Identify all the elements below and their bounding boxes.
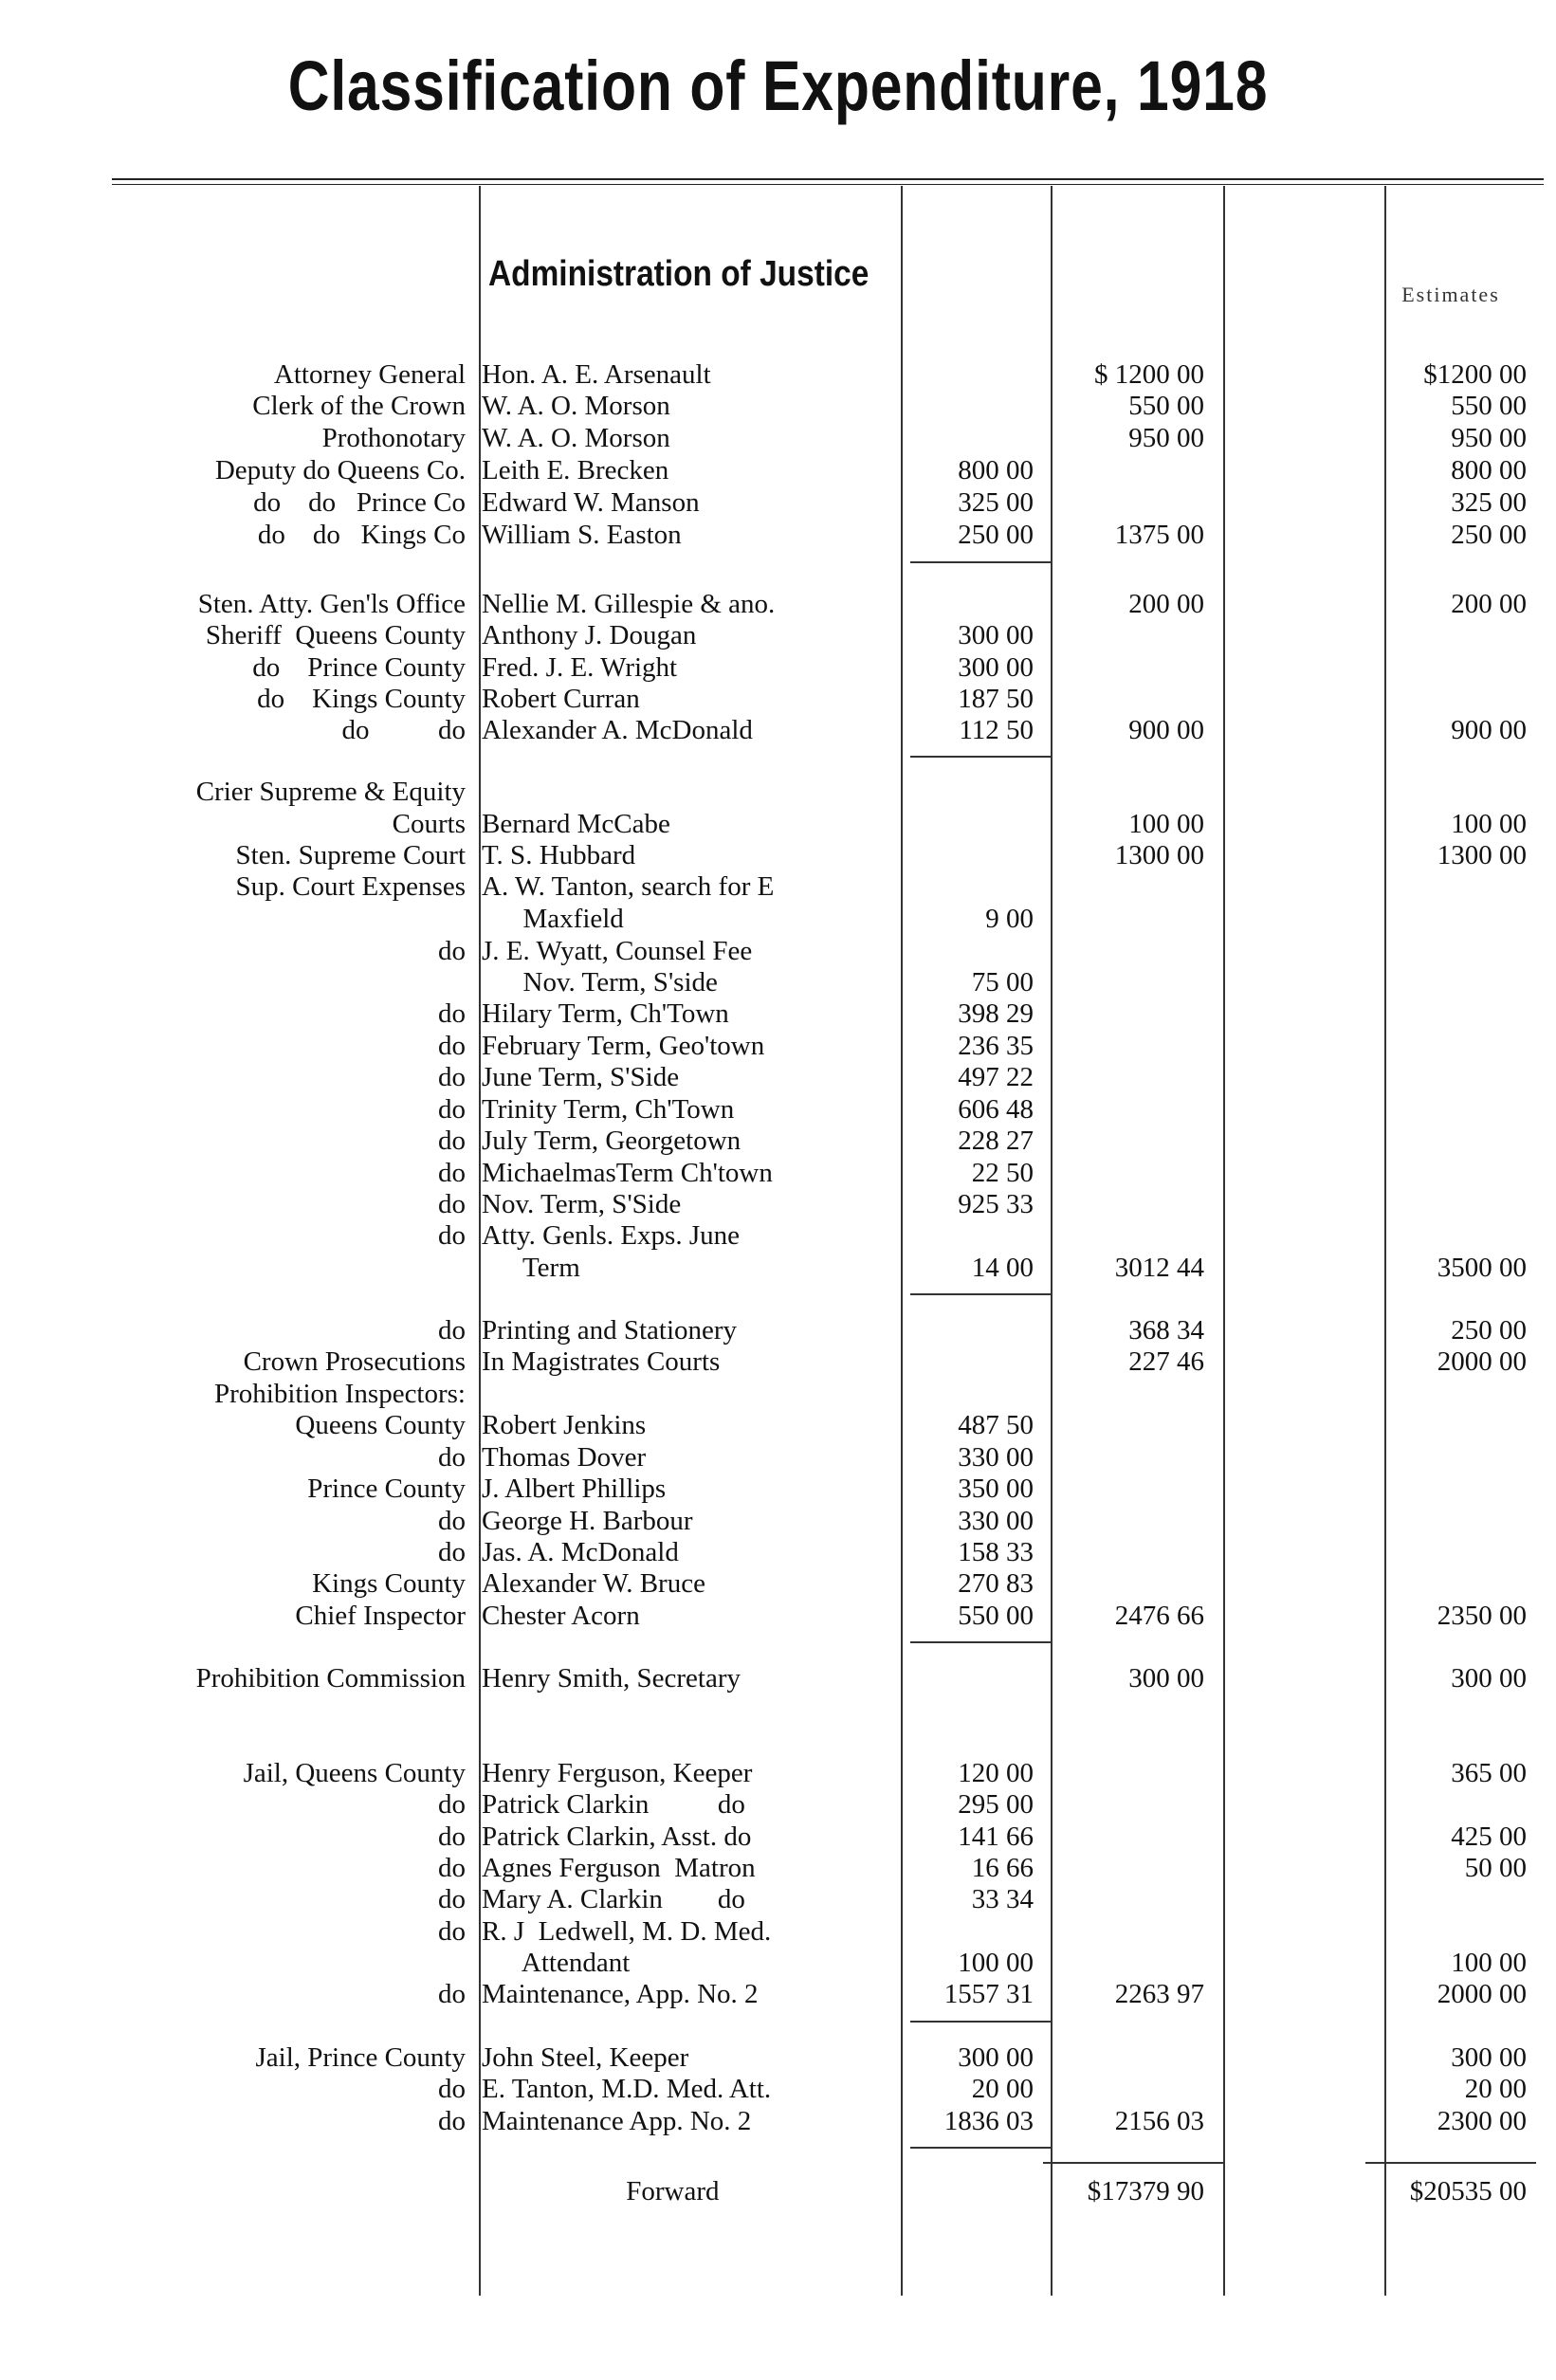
- row-office: Jail, Prince County: [255, 2042, 466, 2073]
- row-amount: 112 50: [959, 715, 1034, 745]
- row-amount: 33 34: [971, 1884, 1034, 1914]
- table-row: [0, 1567, 1556, 1600]
- row-subtotal: 950 00: [1128, 423, 1204, 453]
- row-payee: Forward: [482, 2176, 720, 2206]
- row-payee: Alexander A. McDonald: [482, 715, 753, 745]
- row-payee: W. A. O. Morson: [482, 423, 670, 453]
- row-office: do: [438, 1884, 466, 1914]
- row-payee: Nov. Term, S'side: [482, 967, 718, 998]
- row-estimate: 300 00: [1451, 1663, 1527, 1693]
- row-payee: Nellie M. Gillespie & ano.: [482, 589, 776, 619]
- row-office: do Prince County: [252, 652, 466, 683]
- row-payee: Edward W. Manson: [482, 487, 700, 518]
- row-payee: J. Albert Phillips: [482, 1474, 667, 1504]
- row-amount: 22 50: [971, 1158, 1034, 1188]
- title-rule: [112, 178, 1544, 180]
- row-amount: 20 00: [971, 2074, 1034, 2104]
- table-row: [0, 1441, 1556, 1474]
- row-payee: Term: [482, 1253, 580, 1283]
- table-row: [0, 935, 1556, 967]
- table-row: [0, 390, 1556, 422]
- row-payee: July Term, Georgetown: [482, 1126, 741, 1156]
- row-estimate: 950 00: [1451, 423, 1527, 453]
- subtotal-rule: [910, 1293, 1053, 1295]
- row-amount: 1836 03: [943, 2106, 1034, 2136]
- row-office: Sten. Atty. Gen'ls Office: [197, 589, 466, 619]
- row-office: do: [438, 1126, 466, 1156]
- row-estimate: 2000 00: [1437, 1346, 1527, 1377]
- row-subtotal: 2263 97: [1114, 1979, 1204, 2009]
- section-heading: Administration of Justice: [488, 254, 870, 294]
- row-amount: 606 48: [958, 1094, 1034, 1125]
- row-estimate: 900 00: [1451, 715, 1527, 745]
- row-office: Clerk of the Crown: [252, 391, 466, 421]
- row-office: do: [438, 1537, 466, 1567]
- row-office: do: [438, 1062, 466, 1092]
- subtotal-rule: [910, 561, 1053, 563]
- table-row: [0, 2175, 1556, 2207]
- subtotal-rule: [910, 756, 1053, 758]
- table-row: [0, 776, 1556, 808]
- row-office: do: [438, 1506, 466, 1536]
- table-row: [0, 1505, 1556, 1537]
- table-row: [0, 454, 1556, 486]
- row-estimate: 250 00: [1451, 520, 1527, 550]
- row-payee: Hilary Term, Ch'Town: [482, 998, 729, 1029]
- row-office: do: [438, 1853, 466, 1883]
- table-row: [0, 1061, 1556, 1093]
- row-office: do: [438, 1979, 466, 2009]
- table-row: [0, 2041, 1556, 2074]
- row-amount: 300 00: [958, 2042, 1034, 2073]
- row-office: do do: [341, 715, 466, 745]
- row-amount: 75 00: [971, 967, 1034, 998]
- table-row: [0, 651, 1556, 684]
- row-payee: MichaelmasTerm Ch'town: [482, 1158, 773, 1188]
- row-office: Chief Inspector: [295, 1601, 466, 1631]
- row-amount: 295 00: [958, 1789, 1034, 1820]
- table-row: [0, 486, 1556, 519]
- table-row: [0, 1536, 1556, 1568]
- row-amount: 497 22: [958, 1062, 1034, 1092]
- row-estimate: 800 00: [1451, 455, 1527, 485]
- row-payee: Maintenance App. No. 2: [482, 2106, 752, 2136]
- row-estimate: 100 00: [1451, 809, 1527, 839]
- row-payee: Robert Jenkins: [482, 1410, 647, 1440]
- row-estimate: 100 00: [1451, 1948, 1527, 1978]
- table-row: [0, 619, 1556, 651]
- row-payee: Trinity Term, Ch'Town: [482, 1094, 735, 1125]
- row-subtotal: 100 00: [1128, 809, 1204, 839]
- row-office: Crier Supreme & Equity: [195, 777, 466, 807]
- row-office: Prohibition Commission: [195, 1663, 466, 1693]
- table-row: [0, 1852, 1556, 1884]
- row-office: Kings County: [312, 1568, 466, 1599]
- row-office: do: [438, 1822, 466, 1852]
- row-subtotal: 227 46: [1128, 1346, 1204, 1377]
- table-row: [0, 1821, 1556, 1853]
- table-row: [0, 2105, 1556, 2137]
- row-estimate: 325 00: [1451, 487, 1527, 518]
- row-payee: T. S. Hubbard: [482, 840, 636, 870]
- table-row: [0, 1346, 1556, 1378]
- row-office: do: [438, 1220, 466, 1251]
- table-row: [0, 870, 1556, 903]
- row-office: do: [438, 2106, 466, 2136]
- row-amount: 350 00: [958, 1474, 1034, 1504]
- row-subtotal: 2156 03: [1114, 2106, 1204, 2136]
- row-payee: John Steel, Keeper: [482, 2042, 689, 2073]
- row-estimate: 300 00: [1451, 2042, 1527, 2073]
- table-row: [0, 588, 1556, 620]
- row-payee: J. E. Wyatt, Counsel Fee: [482, 936, 753, 966]
- row-office: Crown Prosecutions: [243, 1346, 466, 1377]
- table-row: [0, 903, 1556, 935]
- row-amount: 300 00: [958, 620, 1034, 650]
- row-payee: Alexander W. Bruce: [482, 1568, 705, 1599]
- row-amount: 550 00: [958, 1601, 1034, 1631]
- row-office: do do Kings Co: [257, 520, 466, 550]
- row-amount: 16 66: [971, 1853, 1034, 1883]
- row-payee: Robert Curran: [482, 684, 640, 714]
- row-amount: 925 33: [958, 1189, 1034, 1219]
- row-amount: 120 00: [958, 1758, 1034, 1788]
- row-amount: 325 00: [958, 487, 1034, 518]
- row-office: do: [438, 1094, 466, 1125]
- row-estimate: 50 00: [1464, 1853, 1527, 1883]
- table-row: [0, 422, 1556, 454]
- row-payee: W. A. O. Morson: [482, 391, 670, 421]
- table-row: [0, 1978, 1556, 2010]
- row-estimate: 1300 00: [1437, 840, 1527, 870]
- row-payee: Maintenance, App. No. 2: [482, 1979, 759, 2009]
- row-estimate: $1200 00: [1423, 359, 1527, 390]
- table-row: [0, 1788, 1556, 1821]
- table-row: [0, 1662, 1556, 1694]
- row-payee: Agnes Ferguson Matron: [482, 1853, 756, 1883]
- row-payee: William S. Easton: [482, 520, 682, 550]
- page-title: Classification of Expenditure, 1918: [287, 46, 1269, 125]
- table-row: [0, 683, 1556, 715]
- row-payee: Leith E. Brecken: [482, 455, 669, 485]
- row-subtotal: 3012 44: [1114, 1253, 1204, 1283]
- row-office: do: [438, 1442, 466, 1473]
- subtotal-rule: [910, 1641, 1053, 1643]
- row-payee: In Magistrates Courts: [482, 1346, 721, 1377]
- row-payee: Mary A. Clarkin do: [482, 1884, 745, 1914]
- row-payee: Patrick Clarkin do: [482, 1789, 745, 1820]
- row-payee: Henry Smith, Secretary: [482, 1663, 741, 1693]
- row-amount: 187 50: [958, 684, 1034, 714]
- table-row: [0, 1093, 1556, 1126]
- table-row: [0, 1030, 1556, 1062]
- row-office: do do Prince Co: [253, 487, 466, 518]
- row-payee: Maxfield: [482, 904, 624, 934]
- row-subtotal: 368 34: [1128, 1315, 1204, 1346]
- row-subtotal: 900 00: [1128, 715, 1204, 745]
- row-office: do: [438, 1789, 466, 1820]
- table-row: [0, 519, 1556, 551]
- row-office: do: [438, 1916, 466, 1947]
- row-payee: George H. Barbour: [482, 1506, 693, 1536]
- table-row: [0, 1157, 1556, 1189]
- table-row: [0, 966, 1556, 998]
- row-payee: Thomas Dover: [482, 1442, 647, 1473]
- row-amount: 100 00: [958, 1948, 1034, 1978]
- row-estimate: 2350 00: [1437, 1601, 1527, 1631]
- row-payee: Attendant: [482, 1948, 631, 1978]
- row-amount: 800 00: [958, 455, 1034, 485]
- row-amount: 9 00: [985, 904, 1034, 934]
- row-estimate: 550 00: [1451, 391, 1527, 421]
- row-office: do: [438, 1158, 466, 1188]
- table-row: [0, 1757, 1556, 1789]
- row-payee: Henry Ferguson, Keeper: [482, 1758, 753, 1788]
- row-office: Sup. Court Expenses: [235, 871, 466, 902]
- row-payee: June Term, S'Side: [482, 1062, 680, 1092]
- row-office: do: [438, 1189, 466, 1219]
- row-amount: 487 50: [958, 1410, 1034, 1440]
- row-estimate: 365 00: [1451, 1758, 1527, 1788]
- row-amount: 14 00: [971, 1253, 1034, 1283]
- row-office: do: [438, 2074, 466, 2104]
- total-rule: [1043, 2162, 1223, 2164]
- row-payee: February Term, Geo'town: [482, 1031, 765, 1061]
- table-row: [0, 1378, 1556, 1410]
- row-amount: 330 00: [958, 1442, 1034, 1473]
- row-estimate: 2300 00: [1437, 2106, 1527, 2136]
- table-row: [0, 1915, 1556, 1948]
- table-row: [0, 1252, 1556, 1284]
- row-payee: R. J Ledwell, M. D. Med.: [482, 1916, 772, 1947]
- table-row: [0, 714, 1556, 746]
- table-row: [0, 1188, 1556, 1220]
- row-payee: Anthony J. Dougan: [482, 620, 697, 650]
- total-rule: [1365, 2162, 1536, 2164]
- row-office: Prothonotary: [321, 423, 466, 453]
- row-office: Queens County: [295, 1410, 466, 1440]
- subtotal-rule: [910, 2147, 1053, 2149]
- table-row: [0, 1125, 1556, 1157]
- table-row: [0, 1883, 1556, 1915]
- row-payee: Atty. Genls. Exps. June: [482, 1220, 740, 1251]
- row-subtotal: 1300 00: [1114, 840, 1204, 870]
- table-row: [0, 1314, 1556, 1346]
- row-amount: 250 00: [958, 520, 1034, 550]
- table-row: [0, 839, 1556, 871]
- row-office: Jail, Queens County: [243, 1758, 466, 1788]
- row-subtotal: $17379 90: [1087, 2176, 1204, 2206]
- row-payee: Bernard McCabe: [482, 809, 670, 839]
- row-subtotal: 2476 66: [1114, 1601, 1204, 1631]
- row-amount: 330 00: [958, 1506, 1034, 1536]
- subtotal-rule: [910, 2021, 1053, 2023]
- row-payee: Patrick Clarkin, Asst. do: [482, 1822, 752, 1852]
- row-estimate: $20535 00: [1409, 2176, 1527, 2206]
- row-office: Sten. Supreme Court: [235, 840, 466, 870]
- row-office: do: [438, 936, 466, 966]
- row-estimate: 425 00: [1451, 1822, 1527, 1852]
- row-office: do: [438, 998, 466, 1029]
- row-subtotal: 300 00: [1128, 1663, 1204, 1693]
- row-amount: 398 29: [958, 998, 1034, 1029]
- row-payee: Fred. J. E. Wright: [482, 652, 678, 683]
- row-office: Prince County: [307, 1474, 466, 1504]
- row-payee: Printing and Stationery: [482, 1315, 738, 1346]
- row-amount: 228 27: [958, 1126, 1034, 1156]
- table-row: [0, 1409, 1556, 1441]
- row-amount: 236 35: [958, 1031, 1034, 1061]
- row-payee: Jas. A. McDonald: [482, 1537, 679, 1567]
- row-payee: Hon. A. E. Arsenault: [482, 359, 711, 390]
- table-row: [0, 2073, 1556, 2105]
- row-estimate: 200 00: [1451, 589, 1527, 619]
- estimates-heading: Estimates: [1401, 283, 1500, 306]
- table-row: [0, 1219, 1556, 1252]
- table-row: [0, 1947, 1556, 1979]
- table-row: [0, 998, 1556, 1030]
- row-estimate: 20 00: [1464, 2074, 1527, 2104]
- row-estimate: 2000 00: [1437, 1979, 1527, 2009]
- row-amount: 141 66: [958, 1822, 1034, 1852]
- row-office: do: [438, 1031, 466, 1061]
- row-subtotal: 550 00: [1128, 391, 1204, 421]
- row-estimate: 250 00: [1451, 1315, 1527, 1346]
- row-payee: Chester Acorn: [482, 1601, 640, 1631]
- row-office: Sheriff Queens County: [205, 620, 466, 650]
- row-amount: 158 33: [958, 1537, 1034, 1567]
- row-amount: 1557 31: [943, 1979, 1034, 2009]
- table-row: [0, 808, 1556, 840]
- row-office: Courts: [392, 809, 466, 839]
- table-row: [0, 358, 1556, 391]
- row-amount: 300 00: [958, 652, 1034, 683]
- row-office: do: [438, 1315, 466, 1346]
- row-office: Deputy do Queens Co.: [214, 455, 466, 485]
- title-rule-thin: [112, 184, 1544, 185]
- row-subtotal: 1375 00: [1114, 520, 1204, 550]
- row-office: Prohibition Inspectors:: [213, 1379, 466, 1409]
- row-payee: Nov. Term, S'Side: [482, 1189, 682, 1219]
- table-row: [0, 1473, 1556, 1505]
- row-amount: 270 83: [958, 1568, 1034, 1599]
- row-payee: A. W. Tanton, search for E: [482, 871, 775, 902]
- row-estimate: 3500 00: [1437, 1253, 1527, 1283]
- table-row: [0, 1600, 1556, 1632]
- row-office: do Kings County: [257, 684, 466, 714]
- row-office: Attorney General: [273, 359, 466, 390]
- row-subtotal: 200 00: [1128, 589, 1204, 619]
- row-payee: E. Tanton, M.D. Med. Att.: [482, 2074, 772, 2104]
- row-subtotal: $ 1200 00: [1094, 359, 1204, 390]
